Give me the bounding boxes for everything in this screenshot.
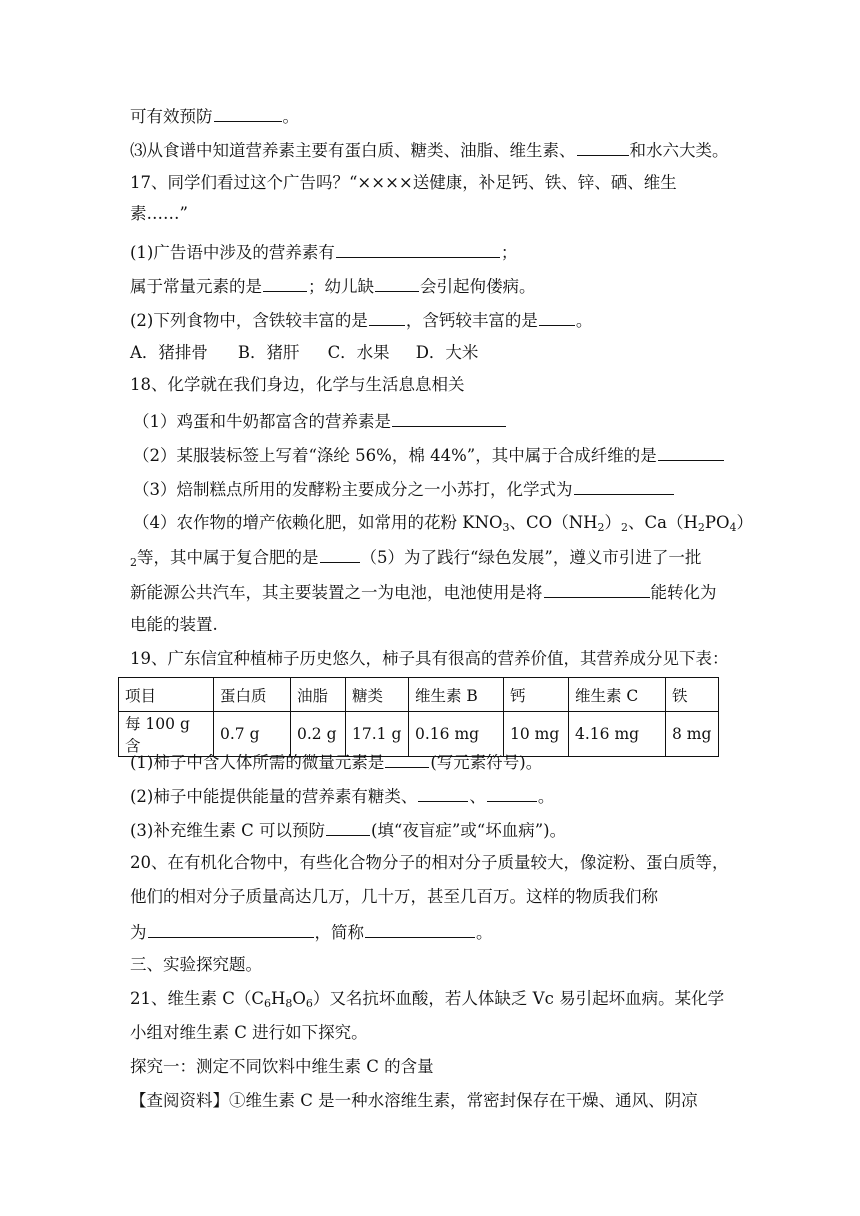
text: ； — [500, 243, 518, 262]
text-line — [130, 240, 517, 264]
option-d: D．大米 — [415, 343, 479, 362]
table-cell: 17.1 g — [346, 712, 409, 757]
blank — [365, 920, 475, 938]
blank — [385, 750, 429, 768]
text: ）又名抗坏血酸，若人体缺乏 Vc 易引起坏血病。某化学 — [312, 989, 725, 1008]
text: 属于常量元素的是 — [130, 277, 262, 296]
table-header-row — [119, 678, 719, 712]
subscript: 2 — [697, 521, 705, 534]
text: 和水六大类。 — [629, 141, 729, 160]
question-19: 19、广东信宜种植柿子历史悠久，柿子具有很高的营养价值，其营养成分见下表： — [130, 649, 729, 668]
text: PO — [704, 513, 730, 532]
table-cell: 糖类 — [346, 678, 409, 712]
text-line — [130, 920, 493, 944]
text-line — [130, 750, 542, 774]
blank — [544, 580, 650, 598]
blank — [418, 784, 468, 802]
subscript: 2 — [621, 521, 629, 534]
text: O — [292, 989, 306, 1008]
table-cell: 油脂 — [291, 678, 346, 712]
text-line: 探究一：测定不同饮料中维生素 C 的含量 — [130, 1057, 434, 1076]
text-line: 【查阅资料】①维生素 C 是一种水溶维生素，常密封保存在干燥、通风、阴凉 — [130, 1091, 698, 1110]
table-cell: 4.16 mg — [569, 712, 666, 757]
text: (1)柿子中含人体所需的微量元素是 — [130, 753, 385, 772]
text: 能转化为 — [650, 583, 717, 602]
blank — [336, 240, 500, 258]
table-cell: 项目 — [119, 678, 214, 712]
text-line — [133, 477, 675, 501]
text: 可有效预防 — [130, 107, 213, 126]
subscript: 2 — [597, 521, 605, 534]
text: 为 — [130, 923, 147, 942]
blank — [369, 308, 405, 326]
table-cell: 8 mg — [666, 712, 719, 757]
subscript: 8 — [285, 997, 293, 1010]
table-cell: 维生素 B — [409, 678, 504, 712]
text: （4）农作物的增产依赖化肥，如常用的花粉 KNO — [133, 513, 503, 532]
text-line — [130, 545, 701, 574]
text: (填“夜盲症”或“坏血病”)。 — [371, 821, 567, 840]
blank — [214, 104, 282, 122]
text-line — [130, 104, 299, 128]
table-cell: 维生素 C — [569, 678, 666, 712]
subscript: 3 — [502, 521, 510, 534]
text-line — [130, 138, 729, 162]
question-21 — [130, 988, 724, 1015]
text: 。 — [537, 787, 555, 806]
text: ，简称 — [314, 923, 364, 942]
text: ；幼儿缺 — [308, 277, 374, 296]
blank — [658, 443, 724, 461]
text: 。 — [575, 311, 593, 330]
text: 、CO（NH — [509, 513, 598, 532]
blank — [577, 138, 629, 156]
text: (1)广告语中涉及的营养素有 — [130, 243, 335, 262]
table-cell: 0.7 g — [214, 712, 291, 757]
text: (2)下列食物中，含铁较丰富的是 — [130, 311, 368, 330]
blank — [574, 477, 674, 495]
blank — [392, 409, 506, 427]
blank — [263, 274, 307, 292]
text-line — [133, 512, 753, 539]
text-line — [130, 274, 536, 298]
text: 会引起佝偻病。 — [420, 277, 536, 296]
text-line: 他们的相对分子质量高达几万，几十万，甚至几百万。这样的物质我们称 — [130, 887, 658, 906]
option-c: C．水果 — [327, 343, 390, 362]
table-cell: 0.16 mg — [409, 712, 504, 757]
text-line: 小组对维生素 C 进行如下探究。 — [130, 1023, 368, 1042]
subscript: 6 — [305, 997, 313, 1010]
table-cell: 蛋白质 — [214, 678, 291, 712]
section-heading: 三、实验探究题。 — [130, 955, 262, 974]
text: 。 — [282, 107, 299, 126]
table-cell: 钙 — [504, 678, 569, 712]
text: 、Ca（H — [628, 513, 698, 532]
question-20: 20、在有机化合物中，有些化合物分子的相对分子质量较大，像淀粉、蛋白质等， — [130, 853, 729, 872]
subscript: 4 — [729, 521, 737, 534]
options-line — [130, 342, 478, 364]
text: 新能源公共汽车，其主要装置之一为电池，电池使用是将 — [130, 583, 543, 602]
blank — [148, 920, 314, 938]
text: 等，其中属于复合肥的是 — [137, 548, 319, 567]
blank — [375, 274, 419, 292]
nutrition-table — [118, 677, 719, 757]
text-line — [133, 443, 725, 467]
blank — [326, 818, 370, 836]
text: (3)补充维生素 C 可以预防 — [130, 821, 325, 840]
text: 21、维生素 C（C — [130, 989, 264, 1008]
text: ⑶从食谱中知道营养素主要有蛋白质、糖类、油脂、维生素、 — [130, 141, 576, 160]
text: ） — [604, 513, 622, 532]
table-cell: 10 mg — [504, 712, 569, 757]
text-line — [130, 580, 717, 604]
table-cell: 每 100 g 含 — [119, 712, 214, 757]
text: （5）为了践行“绿色发展”，遵义市引进了一批 — [360, 548, 702, 567]
text: H — [271, 989, 286, 1008]
blank — [487, 784, 537, 802]
text: （3）焙制糕点所用的发酵粉主要成分之一小苏打，化学式为 — [133, 480, 573, 499]
text: ） — [736, 513, 754, 532]
text: （2）某服装标签上写着“涤纶 56%，棉 44%”，其中属于合成纤维的是 — [133, 446, 657, 465]
text-line — [130, 818, 566, 842]
option-a: A．猪排骨 — [130, 343, 208, 362]
text-line — [130, 784, 554, 808]
text: (2)柿子中能提供能量的营养素有糖类、 — [130, 787, 418, 806]
table-cell: 铁 — [666, 678, 719, 712]
text: 、 — [469, 787, 486, 806]
text-line — [133, 409, 507, 433]
text: (写元素符号)。 — [430, 753, 543, 772]
blank — [320, 545, 360, 563]
text: （1）鸡蛋和牛奶都富含的营养素是 — [133, 412, 391, 431]
table-cell: 0.2 g — [291, 712, 346, 757]
question-18: 18、化学就在我们身边，化学与生活息息相关 — [130, 375, 465, 394]
text-line — [130, 308, 592, 332]
blank — [539, 308, 575, 326]
text: ，含钙较丰富的是 — [405, 311, 538, 330]
subscript: 6 — [264, 997, 271, 1010]
subscript: 2 — [130, 556, 137, 569]
text: 。 — [476, 923, 493, 942]
text-line: 素……” — [130, 204, 188, 223]
text-line: 电能的装置. — [130, 615, 218, 634]
option-b: B．猪肝 — [237, 343, 300, 362]
question-17: 17、同学们看过这个广告吗？“××××送健康，补足钙、铁、锌、硒、维生 — [130, 173, 677, 192]
